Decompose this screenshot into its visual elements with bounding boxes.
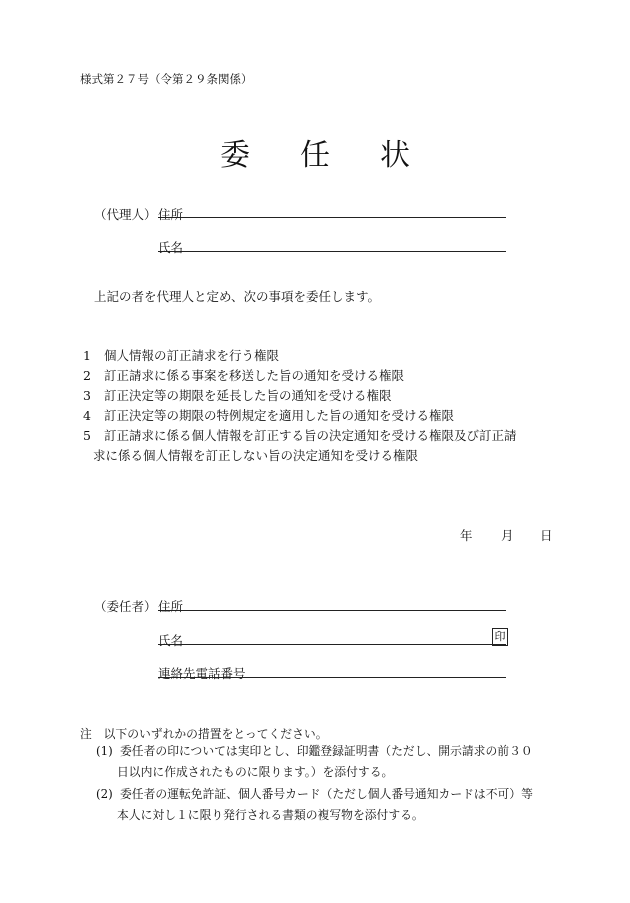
note-item-mark: (2) [96,787,113,801]
note-item-text-continued: 日以内に作成されたものに限ります。）を添付する。 [117,765,394,779]
list-item [80,426,570,466]
item-number: 3 [83,388,91,403]
item-number: 2 [83,368,91,383]
principal-phone-label: 連絡先電話番号 [158,666,246,681]
intro-text: 上記の者を代理人と定め、次の事項を委任します。 [94,289,381,304]
delegated-items-list [80,346,570,466]
item-text: 訂正請求に係る事案を移送した旨の通知を受ける権限 [104,368,405,383]
agent-address-line[interactable] [158,217,506,218]
list-item [80,366,570,386]
note-heading: 注 以下のいずれかの措置をとってください。 [80,727,328,741]
principal-name-label: 氏名 [158,633,184,648]
principal-address-label: 住所 [158,599,184,614]
item-number: 1 [83,348,91,363]
list-item [80,386,570,406]
date-year-label: 年 [460,528,473,543]
note-item [96,741,556,783]
seal-mark: 印 [492,628,508,646]
item-text: 個人情報の訂正請求を行う権限 [104,348,280,363]
note-item-mark: (1) [96,744,113,758]
item-text: 訂正請求に係る個人情報を訂正する旨の決定通知を受ける権限及び訂正請 [104,428,517,443]
item-number: 5 [83,428,91,443]
note-item-text-continued: 本人に対し１に限り発行される書類の複写物を添付する。 [117,808,424,822]
date-day-label: 日 [540,528,553,543]
principal-address-line[interactable] [158,610,506,611]
note-item-text: 委任者の印については実印とし、印鑑登録証明書（ただし、開示請求の前３０ [120,744,533,758]
item-text: 訂正決定等の期限を延長した旨の通知を受ける権限 [104,388,392,403]
form-number: 様式第２７号（令第２９条関係） [80,72,253,86]
note-item-text: 委任者の運転免許証、個人番号カード（ただし個人番号通知カードは不可）等 [120,787,533,801]
item-text-continued: 求に係る個人情報を訂正しない旨の決定通知を受ける権限 [93,448,419,463]
list-item [80,346,570,366]
agent-address-label: 住所 [158,207,184,222]
item-number: 4 [83,408,91,423]
principal-phone-line[interactable] [158,677,506,678]
principal-role-label: （委任者） [94,599,157,614]
list-item [80,406,570,426]
document-title: 委任状 [220,138,460,173]
item-text: 訂正決定等の期限の特例規定を適用した旨の通知を受ける権限 [104,408,455,423]
principal-name-line[interactable] [158,644,506,645]
agent-name-line[interactable] [158,251,506,252]
note-item [96,784,556,826]
agent-name-label: 氏名 [158,240,184,255]
date-month-label: 月 [501,528,514,543]
agent-role-label: （代理人） [94,207,157,222]
